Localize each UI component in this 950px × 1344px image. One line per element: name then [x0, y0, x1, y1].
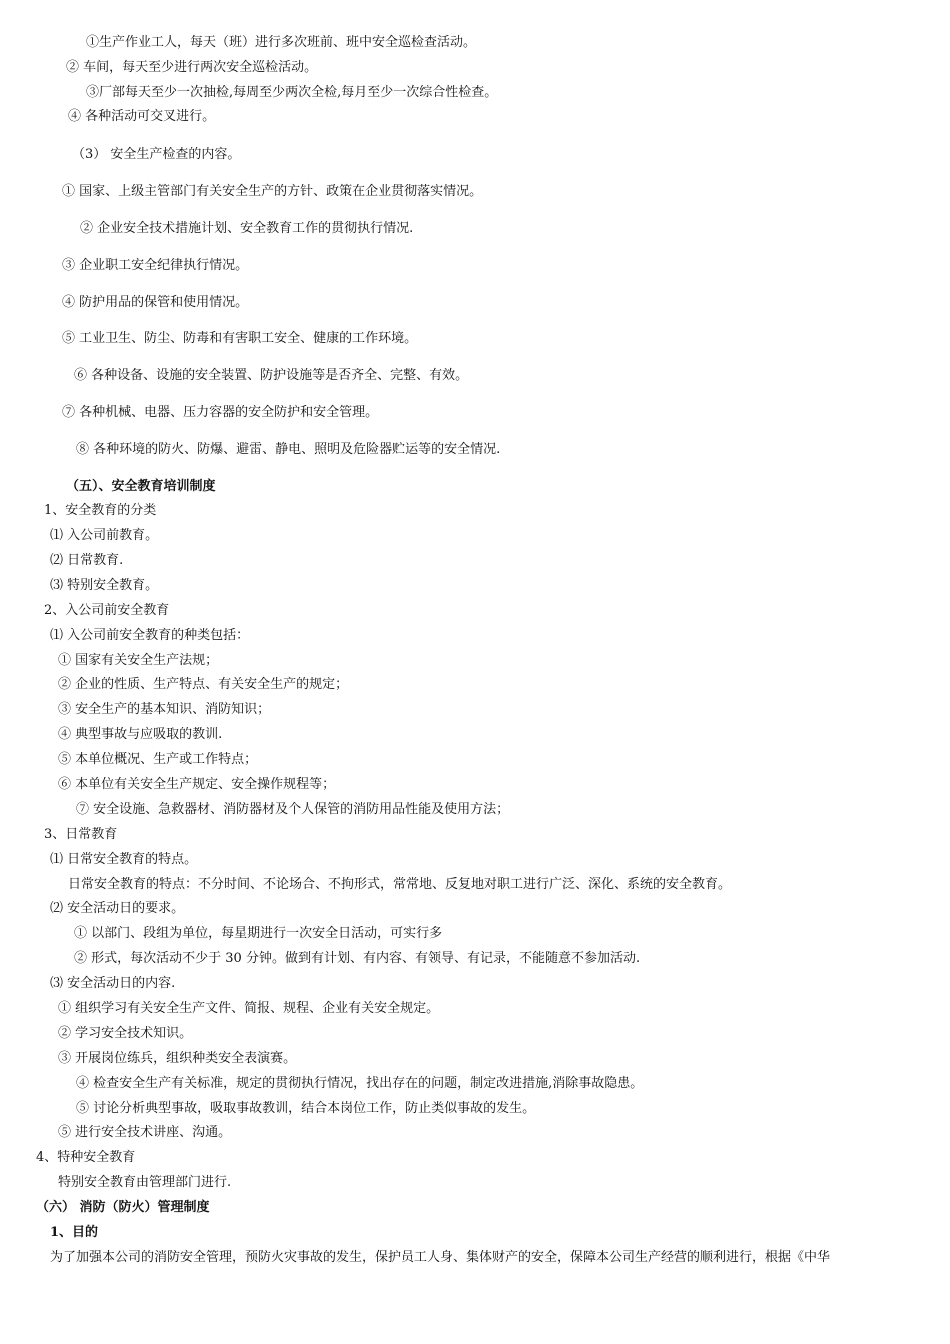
text-line: ⑤ 本单位概况、生产或工作特点；: [58, 752, 258, 767]
text-line: ① 国家、上级主管部门有关安全生产的方针、政策在企业贯彻落实情况。: [62, 184, 483, 199]
text-line: 日常安全教育的特点：不分时间、不论场合、不拘形式，常常地、反复地对职工进行广泛、深化、系统的安全教育。: [68, 877, 732, 892]
text-line: ② 车间，每天至少进行两次安全巡检活动。: [66, 60, 318, 75]
text-line: ③厂部每天至少一次抽检,每周至少两次全检,每月至少一次综合性检查。: [86, 85, 498, 100]
text-line: ⑶ 特别安全教育。: [50, 578, 159, 593]
text-line: ① 组织学习有关安全生产文件、简报、规程、企业有关安全规定。: [58, 1001, 440, 1016]
text-line: ⑴ 入公司前教育。: [50, 528, 159, 543]
text-line: 3、日常教育: [44, 827, 118, 842]
text-line: （3） 安全生产检查的内容。: [72, 147, 241, 162]
text-line: ⑵ 日常教育.: [50, 553, 124, 568]
text-line: ② 学习安全技术知识。: [58, 1026, 193, 1041]
text-line: ①生产作业工人，每天（班）进行多次班前、班中安全巡检查活动。: [86, 35, 477, 50]
section-heading: （五）、安全教育培训制度: [66, 479, 216, 494]
subsection-heading: 1、目的: [50, 1225, 99, 1240]
text-line: ④ 检查安全生产有关标准，规定的贯彻执行情况，找出存在的问题，制定改进措施,消除事故隐患。: [76, 1076, 644, 1091]
text-line: 4、特种安全教育: [36, 1150, 136, 1165]
text-line: ① 国家有关安全生产法规；: [58, 653, 219, 668]
text-line: ⑵ 安全活动日的要求。: [50, 901, 185, 916]
section-heading: （六） 消防（防火）管理制度: [36, 1200, 210, 1215]
text-line: ⑴ 日常安全教育的特点。: [50, 852, 198, 867]
text-line: ③ 企业职工安全纪律执行情况。: [62, 258, 249, 273]
text-line: ⑧ 各种环境的防火、防爆、避雷、静电、照明及危险器贮运等的安全情况.: [76, 442, 501, 457]
text-line: ⑦ 各种机械、电器、压力容器的安全防护和安全管理。: [62, 405, 379, 420]
text-line: ⑤ 工业卫生、防尘、防毒和有害职工安全、健康的工作环境。: [62, 331, 418, 346]
text-line: ⑶ 安全活动日的内容.: [50, 976, 176, 991]
text-line: ② 形式，每次活动不少于 30 分钟。做到有计划、有内容、有领导、有记录，不能随意不参加活动.: [74, 951, 641, 966]
text-line: ⑴ 入公司前安全教育的种类包括：: [50, 628, 250, 643]
text-line: ⑤ 讨论分析典型事故，吸取事故教训，结合本岗位工作，防止类似事故的发生。: [76, 1101, 536, 1116]
text-line: ③ 安全生产的基本知识、消防知识；: [58, 702, 271, 717]
text-line: ① 以部门、段组为单位，每星期进行一次安全日活动，可实行多: [74, 926, 443, 941]
text-line: 特别安全教育由管理部门进行.: [58, 1175, 232, 1190]
text-line: ⑦ 安全设施、急救器材、消防器材及个人保管的消防用品性能及使用方法；: [76, 802, 510, 817]
text-line: ⑥ 本单位有关安全生产规定、安全操作规程等；: [58, 777, 336, 792]
text-line: ② 企业安全技术措施计划、安全教育工作的贯彻执行情况.: [80, 221, 414, 236]
text-line: 1、安全教育的分类: [44, 503, 157, 518]
text-line: ④ 典型事故与应吸取的教训.: [58, 727, 223, 742]
text-line: 2、入公司前安全教育: [44, 603, 170, 618]
text-line: 为了加强本公司的消防安全管理，预防火灾事故的发生，保护员工人身、集体财产的安全，保障本公司生产经营的顺利进行，根据《中华: [50, 1250, 831, 1265]
text-line: ② 企业的性质、生产特点、有关安全生产的规定；: [58, 677, 349, 692]
text-line: ⑥ 各种设备、设施的安全装置、防护设施等是否齐全、完整、有效。: [74, 368, 469, 383]
text-line: ③ 开展岗位练兵，组织种类安全表演赛。: [58, 1051, 297, 1066]
text-line: ⑤ 进行安全技术讲座、沟通。: [58, 1125, 232, 1140]
text-line: ④ 各种活动可交叉进行。: [68, 109, 216, 124]
text-line: ④ 防护用品的保管和使用情况。: [62, 295, 249, 310]
